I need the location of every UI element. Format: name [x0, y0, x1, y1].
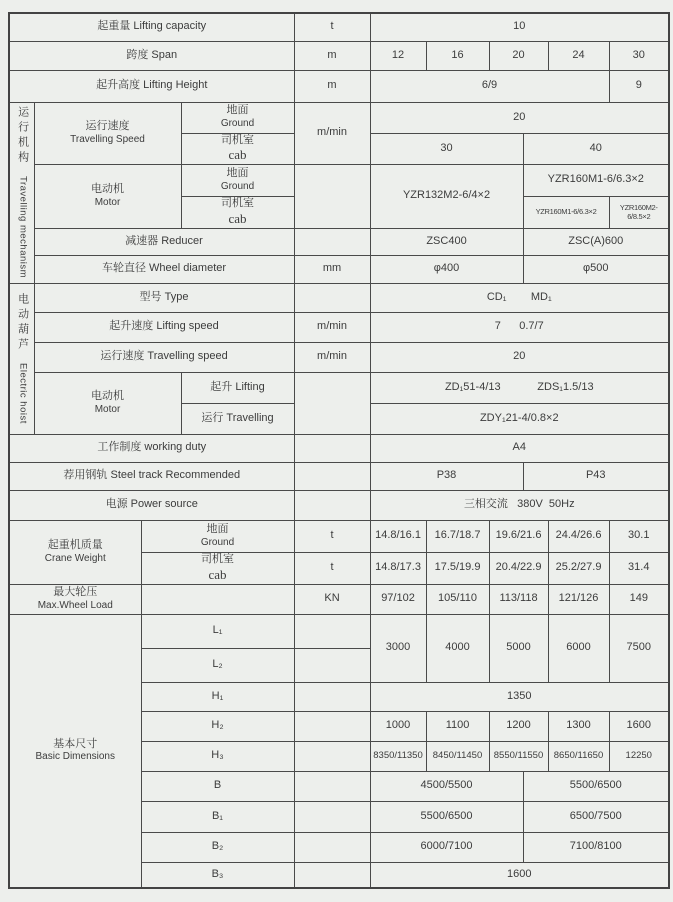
steel-track-value-left: P38 [370, 462, 523, 490]
section-travelling-mechanism [9, 102, 34, 283]
span-value-30: 30 [609, 41, 669, 70]
max-wheel-load-label-zh: 最大轮压 [53, 585, 98, 598]
dim-h2-v4: 1300 [548, 711, 609, 741]
hoist-motor-lifting-value: ZD₁51-4/13 ZDS₁1.5/13 [370, 372, 669, 403]
crane-weight-cab-v4: 25.2/27.9 [548, 552, 609, 584]
crane-weight-cab-v5: 31.4 [609, 552, 669, 584]
ground-zh: 地面 [206, 522, 229, 535]
row-lifting-height [9, 70, 669, 102]
dim-b3-unit-empty [294, 862, 370, 888]
travelling-motor-value-bottom-right: YZR160M2-6/8.5×2 [609, 196, 669, 228]
dim-b-unit-empty [294, 771, 370, 801]
motor-label-zh: 电动机 [91, 389, 124, 402]
crane-weight-label-en: Crane Weight [44, 552, 106, 564]
reducer-value-right: ZSC(A)600 [523, 228, 669, 255]
travelling-speed-ground-value: 20 [370, 102, 669, 133]
dim-h1-unit-empty [294, 682, 370, 711]
dim-h2-unit-empty [294, 711, 370, 741]
basic-dimensions-label-zh: 基本尺寸 [53, 737, 98, 750]
ground-en: Ground [220, 180, 255, 192]
cab-zh: 司机室 [221, 133, 254, 146]
reducer-label: 减速器 Reducer [34, 228, 294, 255]
dim-b3-value: 1600 [370, 862, 669, 888]
lifting-capacity-unit: t [294, 13, 370, 41]
hoist-travelling-speed-unit: m/min [294, 342, 370, 372]
row-hoist-type [9, 283, 669, 312]
crane-weight-cab-label [141, 552, 294, 584]
dim-b-left: 4500/5500 [370, 771, 523, 801]
crane-spec-table [8, 12, 670, 889]
ground-en: Ground [200, 536, 235, 548]
crane-weight-cab-v2: 17.5/19.9 [426, 552, 489, 584]
lifting-capacity-value: 10 [370, 13, 669, 41]
travelling-mechanism-en: Travelling mechanism [17, 176, 29, 279]
max-wheel-load-v1: 97/102 [370, 584, 426, 614]
crane-weight-label [9, 520, 141, 584]
row-hoist-motor-lifting [9, 372, 669, 403]
dim-h2-v2: 1100 [426, 711, 489, 741]
steel-track-unit-empty [294, 462, 370, 490]
motor-label-zh: 电动机 [91, 182, 124, 195]
dim-h3-v5: 12250 [609, 741, 669, 771]
dim-l1-unit-empty [294, 614, 370, 648]
power-source-value: 三相交流 380V 50Hz [370, 490, 669, 520]
crane-weight-ground-v3: 19.6/21.6 [489, 520, 548, 552]
dim-l2-sym: L₂ [141, 648, 294, 682]
dim-h3-v1: 8350/11350 [370, 741, 426, 771]
travelling-speed-cab-label [181, 133, 294, 164]
travelling-motor-label [34, 164, 181, 228]
dim-h2-v5: 1600 [609, 711, 669, 741]
travelling-speed-unit: m/min [294, 102, 370, 164]
hoist-lifting-speed-label: 起升速度 Lifting speed [34, 312, 294, 342]
row-travelling-speed-ground [9, 102, 669, 133]
travelling-motor-value-left: YZR132M2-6/4×2 [370, 164, 523, 228]
max-wheel-load-label-en: Max.Wheel Load [37, 599, 113, 611]
lifting-capacity-label: 起重量 Lifting capacity [9, 13, 294, 41]
steel-track-value-right: P43 [523, 462, 669, 490]
dim-b1-sym: B₁ [141, 801, 294, 832]
electric-hoist-zh: 电动葫芦 [16, 293, 29, 354]
row-working-duty [9, 434, 669, 462]
dim-b-sym: B [141, 771, 294, 801]
crane-weight-cab-unit: t [294, 552, 370, 584]
row-steel-track [9, 462, 669, 490]
row-travelling-motor-ground [9, 164, 669, 196]
travelling-speed-ground-label [181, 102, 294, 133]
row-power-source [9, 490, 669, 520]
dim-b-right: 5500/6500 [523, 771, 669, 801]
dim-b1-unit-empty [294, 801, 370, 832]
travelling-motor-cab-label [181, 196, 294, 228]
travelling-speed-label-zh: 运行速度 [85, 119, 130, 132]
dim-b2-unit-empty [294, 832, 370, 862]
dim-l1-sym: L₁ [141, 614, 294, 648]
hoist-motor-travelling-label: 运行 Travelling [181, 403, 294, 434]
dim-l-v3: 5000 [489, 614, 548, 682]
basic-dimensions-label-en: Basic Dimensions [35, 751, 115, 763]
hoist-type-value: CD₁ MD₁ [370, 283, 669, 312]
dim-h3-v3: 8550/11550 [489, 741, 548, 771]
basic-dimensions-label [9, 614, 141, 888]
lifting-height-label: 起升高度 Lifting Height [9, 70, 294, 102]
row-span [9, 41, 669, 70]
dim-h1-sym: H₁ [141, 682, 294, 711]
steel-track-label: 荐用钢轨 Steel track Recommended [9, 462, 294, 490]
ground-zh: 地面 [226, 104, 249, 117]
wheel-diameter-label: 车轮直径 Wheel diameter [34, 255, 294, 283]
row-crane-weight-ground [9, 520, 669, 552]
travelling-speed-label [34, 102, 181, 164]
working-duty-unit-empty [294, 434, 370, 462]
dim-l-v4: 6000 [548, 614, 609, 682]
crane-weight-cab-v1: 14.8/17.3 [370, 552, 426, 584]
hoist-motor-travelling-value: ZDY₁21-4/0.8×2 [370, 403, 669, 434]
reducer-value-left: ZSC400 [370, 228, 523, 255]
cab-en: cab [208, 566, 227, 582]
reducer-unit-empty [294, 228, 370, 255]
wheel-diameter-value-right: φ500 [523, 255, 669, 283]
crane-weight-label-zh: 起重机质量 [47, 538, 103, 551]
ground-en: Ground [220, 118, 255, 130]
crane-weight-ground-v4: 24.4/26.6 [548, 520, 609, 552]
dim-h3-v2: 8450/11450 [426, 741, 489, 771]
lifting-height-main: 6/9 [370, 70, 609, 102]
travelling-speed-cab-value-left: 30 [370, 133, 523, 164]
cab-zh: 司机室 [221, 197, 254, 209]
max-wheel-load-sub-empty [141, 584, 294, 614]
hoist-type-label: 型号 Type [34, 283, 294, 312]
crane-weight-ground-unit: t [294, 520, 370, 552]
crane-weight-ground-v2: 16.7/18.7 [426, 520, 489, 552]
cab-zh: 司机室 [201, 553, 234, 565]
span-value-20: 20 [489, 41, 548, 70]
travelling-mechanism-zh: 运行机构 [16, 106, 29, 167]
travelling-speed-label-en: Travelling Speed [70, 133, 145, 145]
row-lifting-capacity [9, 13, 669, 41]
row-hoist-lifting-speed [9, 312, 669, 342]
working-duty-value: A4 [370, 434, 669, 462]
max-wheel-load-label [9, 584, 141, 614]
dim-b1-right: 6500/7500 [523, 801, 669, 832]
crane-weight-ground-v1: 14.8/16.1 [370, 520, 426, 552]
working-duty-label: 工作制度 working duty [9, 434, 294, 462]
wheel-diameter-value-left: φ400 [370, 255, 523, 283]
max-wheel-load-v5: 149 [609, 584, 669, 614]
cab-en: cab [228, 210, 247, 226]
max-wheel-load-v2: 105/110 [426, 584, 489, 614]
crane-weight-ground-v5: 30.1 [609, 520, 669, 552]
hoist-motor-lifting-label: 起升 Lifting [181, 372, 294, 403]
dim-h3-v4: 8650/11650 [548, 741, 609, 771]
dim-b2-right: 7100/8100 [523, 832, 669, 862]
dim-h1-value: 1350 [370, 682, 669, 711]
hoist-motor-label [34, 372, 181, 434]
travelling-motor-value-bottom-left: YZR160M1-6/6.3×2 [523, 196, 609, 228]
electric-hoist-en: Electric hoist [17, 363, 29, 424]
max-wheel-load-v4: 121/126 [548, 584, 609, 614]
motor-label-en: Motor [94, 196, 121, 208]
travelling-motor-unit-empty [294, 164, 370, 228]
hoist-type-unit-empty [294, 283, 370, 312]
dim-l-v5: 7500 [609, 614, 669, 682]
row-reducer [9, 228, 669, 255]
span-unit: m [294, 41, 370, 70]
section-electric-hoist [9, 283, 34, 434]
span-value-12: 12 [370, 41, 426, 70]
max-wheel-load-unit: KN [294, 584, 370, 614]
dim-h2-sym: H₂ [141, 711, 294, 741]
dim-b2-left: 6000/7100 [370, 832, 523, 862]
cab-en: cab [228, 147, 247, 163]
power-source-label: 电源 Power source [9, 490, 294, 520]
electric-hoist-vertical-label [15, 293, 29, 424]
dim-h2-v3: 1200 [489, 711, 548, 741]
dim-b1-left: 5500/6500 [370, 801, 523, 832]
crane-weight-cab-v3: 20.4/22.9 [489, 552, 548, 584]
span-label: 跨度 Span [9, 41, 294, 70]
wheel-diameter-unit: mm [294, 255, 370, 283]
power-source-unit-empty [294, 490, 370, 520]
span-value-24: 24 [548, 41, 609, 70]
dim-l2-unit-empty [294, 648, 370, 682]
travelling-mechanism-vertical-label [15, 106, 29, 278]
row-hoist-travelling-speed [9, 342, 669, 372]
row-wheel-diameter [9, 255, 669, 283]
hoist-motor-unit-empty [294, 372, 370, 434]
row-dim-l1 [9, 614, 669, 648]
max-wheel-load-v3: 113/118 [489, 584, 548, 614]
dim-h2-v1: 1000 [370, 711, 426, 741]
travelling-speed-cab-value-right: 40 [523, 133, 669, 164]
dim-h3-unit-empty [294, 741, 370, 771]
travelling-motor-ground-label [181, 164, 294, 196]
dim-b3-sym: B₃ [141, 862, 294, 888]
hoist-lifting-speed-value: 7 0.7/7 [370, 312, 669, 342]
travelling-motor-value-right-top: YZR160M1-6/6.3×2 [523, 164, 669, 196]
hoist-travelling-speed-value: 20 [370, 342, 669, 372]
motor-label-en: Motor [94, 403, 121, 415]
dim-h3-sym: H₃ [141, 741, 294, 771]
ground-zh: 地面 [226, 166, 249, 179]
dim-b2-sym: B₂ [141, 832, 294, 862]
hoist-travelling-speed-label: 运行速度 Travelling speed [34, 342, 294, 372]
row-max-wheel-load [9, 584, 669, 614]
crane-weight-ground-label [141, 520, 294, 552]
span-value-16: 16 [426, 41, 489, 70]
dim-l-v1: 3000 [370, 614, 426, 682]
dim-l-v2: 4000 [426, 614, 489, 682]
lifting-height-last: 9 [609, 70, 669, 102]
lifting-height-unit: m [294, 70, 370, 102]
hoist-lifting-speed-unit: m/min [294, 312, 370, 342]
